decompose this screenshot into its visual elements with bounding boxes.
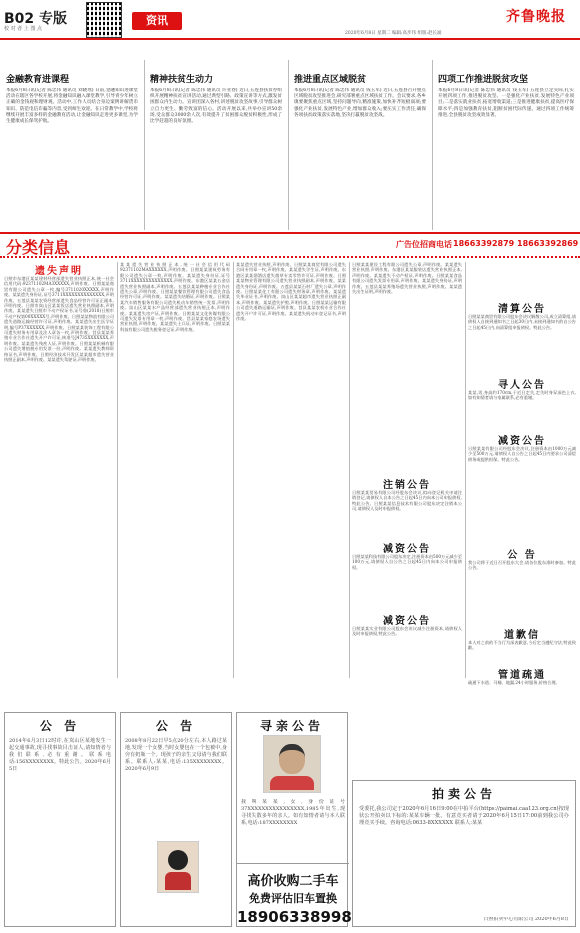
ad-line-1: 高价收购二手车 — [247, 874, 339, 889]
auction-body: 受委托,我公司定于2020年6月16日9:00在中拍平台(https://paimai.caa123.org.cn)按现状公开拍卖以下标的:某某车辆一批。有意竞买者请于2020年6月15日17:00前到我公司办理竞买手续。咨询电话:0633-8XXXXXX 联系人:某某 — [359, 806, 569, 827]
ad-column-5d: 我公司将于近日召开股东大会,请各位股东准时参加。特此公告。 — [468, 560, 576, 571]
ad-column-1: 日照市东港区某某建材经营部遗失营业执照正本,统一社会信用代码:92371102MA3XXXXX,声明作废。日照某某商贸有限公司遗失公章一枚,编号3711020XXXXX,声明作废。某某遗失身份证,证号3711XXXXXXXXXXXXXX,声明作废。五莲县某某农资经营部遗失食品经营许可证正副本,声明作废。日照市岚山区某某饭店遗失营业执照副本,声明作废。某某遗失日照市不动产权证书,证号鲁(2018)日照市不动产权第00XXXXX号,声明作废。日照某某物流有限公司遗失道路运输经营许可证,声明作废。某某遗失出生医学证明,编号P37XXXXXX,声明作废。日照某某装饰工程有限公司遗失财务专用章及法人章各一枚,声明作废。莒县某某养殖专业合作社遗失开户许可证,核准号J4735XXXXXXX,声明作废。某某遗失残疾人证,声明作废。日照某某机械有限公司遗失增值税专用发票一份,声明作废。某某遗失教师资格证书,声明作废。日照经济技术开发区某某超市遗失营业执照正副本,声明作废。某某遗失驾驶证,声明作废。 — [4, 276, 114, 363]
reduce-notice-head: 减资公告 — [383, 544, 431, 555]
capital-reduce-head: 减资公告 — [498, 436, 546, 447]
section-rule — [0, 232, 580, 234]
auction-title: 拍卖公告 — [431, 787, 496, 801]
article-title: 四项工作推进脱贫攻坚 — [438, 75, 529, 85]
divider — [288, 60, 289, 230]
article-body: 本报6月8日讯(记者 陈忠伟 通讯员 钱玉军) 五莲县立足实际,扎实开展四项工作,推进脱贫攻坚。一是强化产业扶贫,发展特色产业项目;二是落实就业扶贫,拓宽增收渠道;三是推进健康扶贫,提高医疗保障水平;四是加强教育扶贫,阻断贫困代际传递。通过四项工作统筹推进,全县脱贫攻坚成效显著。 — [438, 88, 574, 118]
header-rule — [0, 38, 580, 40]
notice-body: 我叫某某,女,身份证号37XXXXXXXXXXXXXXXX,1985年出生,现寻找失散多年的亲人。如有知情者请与本人联系,电话:187XXXXXXXX — [241, 799, 345, 826]
pipe-head: 管道疏通 — [498, 670, 546, 681]
qr-code-icon — [86, 2, 122, 38]
cancel-notice-head: 注销公告 — [383, 480, 431, 491]
ad-column-5c: 日照某某有限公司经股东会决议,注册资本由1000万元减少至500万元,请债权人自公告之日起45日内要求公司清偿债务或提供担保。特此公告。 — [468, 446, 576, 462]
section-tag: 资讯 — [132, 12, 182, 30]
ad-column-4: 日照某某建设工程有限公司遗失公章,声明作废。某某遗失营业执照,声明作废。东港区某某服装店遗失营业执照正本,声明作废。某某遗失不动产权证,声明作废。日照某某食品有限公司遗失发票专用章,声明作废。某某遗失身份证,声明作废。五莲县某某养殖场遗失营业执照,声明作废。某某遗失出生证明,声明作废。 — [352, 262, 462, 295]
divider — [144, 60, 145, 230]
divider — [465, 262, 466, 678]
lost-notice-head: 遗失声明 — [35, 266, 83, 277]
ad-tel: 18906338998 — [237, 908, 352, 926]
article-title: 金融教育进课程 — [6, 75, 70, 85]
article-body: 本报6月8日讯(记者 陈忠伟 通讯员 钱玉军) 近日,五莲县召开重点区域脱贫攻坚推进会,研究部署重点区域扶贫工作。会议要求,各乡镇要聚焦重点区域,坚持问题导向,精准施策,加快补齐短板弱项;要强化产业扶贫,发展特色产业,增加群众收入;要压实工作责任,确保各项扶贫政策落实落地,坚决打赢脱贫攻坚战。 — [294, 88, 426, 118]
reduce-notice-head-2: 减资公告 — [383, 616, 431, 627]
ad-column-5f: 疏通下水道、马桶、地漏,24小时服务,价格合理。 — [468, 680, 560, 685]
person-photo — [263, 735, 321, 793]
divider — [349, 262, 350, 678]
classified-tel-label: 广告位招商电话 — [396, 240, 452, 249]
missing-person-head: 寻人公告 — [498, 380, 546, 391]
ad-column-4c: 日照某某科技有限公司股东决定,注册资本由500万元减少至100万元,请债权人自公告之日起45日内向本公司申报债权。 — [352, 554, 462, 570]
used-car-ad — [237, 863, 352, 927]
notice-body: 2008年8月22日早5点20分左右,本人路过某地,发现一个女婴,当时女婴包在一个包被中,身旁有奶瓶一个。现孩子的亲生父母请与我们联系。联系人:某某,电话:135XXXXXXXX。2020年6月9日 — [125, 738, 227, 772]
ad-column-5b: 某某,男,身高约170cm,于近日走失,走失时身穿深色上衣,如有知情者请与家属联系,必有重谢。 — [468, 390, 576, 401]
divider — [233, 262, 234, 678]
notice-box-1 — [4, 712, 116, 927]
dateline: 2020年6月8日 星期二 编辑:高步伟 组版:赵长涌 — [345, 31, 442, 36]
notice-title: 公 告 — [155, 719, 197, 733]
divider — [117, 262, 118, 678]
notice-box-2 — [120, 712, 232, 927]
liquidation-head: 清算公告 — [498, 304, 546, 315]
ad-column-2: 某某遗失营业执照正本,统一社会信用代码92371102MAXXXXXX,声明作废。日照某某建筑劳务有限公司遗失公章一枚,声明作废。某某遗失身份证,证号3711XXXXXXXXXXXXXX,声明作废。东港区某某五金店遗失营业执照副本,声明作废。五莲县某某种植专业合作社遗失公章,声明作废。日照某某餐饮管理有限公司遗失食品经营许可证,声明作废。某某遗失结婚证,声明作废。日照某某汽车销售服务有限公司遗失机动车销售统一发票,声明作废。岚山区某某水产品经营部遗失营业执照正本,声明作废。某某遗失房产证,声明作废。日照某某文化传媒有限公司遗失发票专用章一枚,声明作废。莒县某某家庭农场遗失营业执照,声明作废。某某遗失士兵证,声明作废。日照某某科技有限公司遗失税务登记证,声明作废。 — [120, 262, 230, 332]
page-code: B02 专版 — [4, 11, 68, 27]
ad-column-4d: 日照某某实业有限公司股东会决议减少注册资本,请债权人及时申报债权,特此公告。 — [352, 626, 462, 637]
article-body: 本报6月8日讯(记者 陈忠伟 通讯员 刘晓瑶) 日前,金融知识进课堂活动在辖区各学校开展,将金融知识融入课堂教学,引导青少年树立正确的金钱观和理财观。活动中,工作人员结合身边案例讲解货币知识、防范电信诈骗等内容,受到师生欢迎。在日常教学中,学校将继续开展丰富多样的金融教育活动,让金融知识走进更多课堂,为学生健康成长保驾护航。 — [6, 88, 138, 125]
notice-title: 寻亲公告 — [259, 719, 324, 733]
child-photo — [157, 841, 199, 893]
dotted-rule — [0, 256, 580, 258]
notice-title: 公 告 — [39, 719, 81, 733]
brand-logo: 齐鲁晚报 — [506, 9, 566, 25]
auction-sign: 日照拍卖中心有限公司 2020年6月8日 — [483, 916, 569, 922]
ad-column-5e: 本人对之前的不当行为深表歉意,今后定当遵纪守法,特此致歉。 — [468, 640, 576, 651]
ad-line-2: 免费评估旧车置换 — [249, 892, 337, 905]
ad-column-3: 某某遗失营业执照,声明作废。日照某某商贸有限公司遗失合同专用章一枚,声明作废。某某遗失学生证,声明作废。东港区某某烟酒店遗失烟草专卖零售许可证,声明作废。日照某某物业管理有限公司遗失营业执照副本,声明作废。某某遗失身份证,声明作废。五莲县某某石材厂遗失公章,声明作废。日照某某化工有限公司遗失财务章,声明作废。某某遗失毕业证书,声明作废。岚山区某某超市遗失营业执照正副本,声明作废。某某遗失护照,声明作废。日照某某运输有限公司遗失道路运输证,声明作废。莒县某某农机专业合作社遗失开户许可证,声明作废。某某遗失机动车登记证书,声明作废。 — [236, 262, 346, 322]
notice-box-3 — [236, 712, 352, 927]
classified-title: 分类信息 — [6, 238, 71, 257]
auction-box — [352, 780, 576, 927]
article-title: 推进重点区域脱贫 — [294, 75, 367, 85]
article-body: 本报6月8日讯(记者 陈忠伟 通讯员 许亚春) 近日,五莲县扶贫办组织开展精神扶贫宣讲活动,通过典型引路、政策宣讲等方式,激发贫困群众内生动力。宣讲团深入各村,讲述脱贫攻坚故事,引导群众树立自力更生、勤劳致富的信心。活动开展以来,共举办宣讲50余场,受众群众3000余人次,有效提升了贫困群众脱贫积极性,形成了比学赶超的良好氛围。 — [150, 88, 282, 125]
ad-column-4b: 日照某某贸易有限公司经股东会决议,拟向登记机关申请注销登记,请债权人自本公告之日起45日内向本公司申报债权,特此公告。日照某某信息技术有限公司股东决定注销本公司,请债权人及时申报债权。 — [352, 490, 462, 512]
ad-column-5: 日照某某商贸有限公司股东会决议解散公司,成立清算组,请债权人自接到通知书之日起30日内,未接到通知书的自公告之日起45日内,向清算组申报债权。特此公告。 — [468, 314, 576, 330]
notice-body: 2014年6月3日12时许,在岚山区某地发生一起交通事故,现寻找事故目击证人,请知情者与我们联系,必有重谢。联系电话:156XXXXXXXX。特此公告。2020年6月5日 — [9, 738, 111, 772]
apology-head: 道歉信 — [504, 630, 540, 641]
page-header — [0, 0, 580, 38]
divider — [432, 60, 433, 230]
article-title: 精神扶贫生动力 — [150, 75, 214, 85]
classified-tel-numbers: 18663392879 18663392869 — [453, 239, 579, 248]
page-sub: 校 对 者 上 图 点 — [4, 26, 42, 32]
notice-head: 公 告 — [507, 550, 537, 561]
